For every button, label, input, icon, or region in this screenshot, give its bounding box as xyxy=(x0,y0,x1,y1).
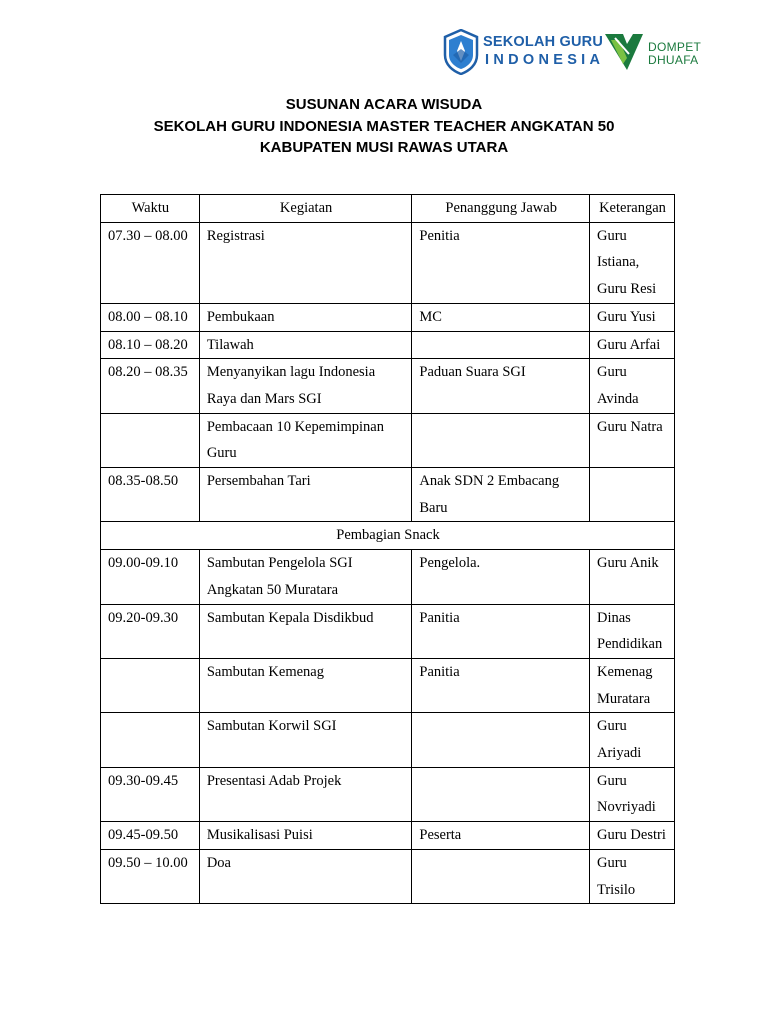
table-row xyxy=(101,331,675,359)
cell-keterangan: Guru Novriyadi xyxy=(590,767,675,821)
cell-kegiatan: Tilawah xyxy=(199,331,412,359)
table-row xyxy=(101,303,675,331)
cell-keterangan xyxy=(590,468,675,522)
title-line-3: KABUPATEN MUSI RAWAS UTARA xyxy=(259,139,509,156)
cell-waktu: 09.20-09.30 xyxy=(101,604,200,658)
table-header-row xyxy=(101,195,675,223)
dompet-dhuafa-line1: DOMPET xyxy=(648,40,702,54)
cell-waktu: 07.30 – 08.00 xyxy=(101,222,200,303)
header-logos xyxy=(440,26,715,78)
cell-keterangan: Guru Istiana, Guru Resi xyxy=(590,222,675,303)
cell-waktu: 09.30-09.45 xyxy=(101,767,200,821)
cell-keterangan: Dinas Pendidikan xyxy=(590,604,675,658)
cell-penanggung-jawab xyxy=(412,849,590,903)
cell-penanggung-jawab: Pengelola. xyxy=(412,550,590,604)
cell-kegiatan: Sambutan Kemenag xyxy=(199,658,412,712)
sgi-logo xyxy=(440,26,605,78)
table-row xyxy=(101,413,675,467)
table-row xyxy=(101,604,675,658)
cell-penanggung-jawab: Penitia xyxy=(412,222,590,303)
cell-penanggung-jawab xyxy=(412,413,590,467)
dompet-dhuafa-logo xyxy=(603,28,715,76)
cell-penanggung-jawab: Panitia xyxy=(412,604,590,658)
table-row xyxy=(101,222,675,303)
cell-waktu xyxy=(101,658,200,712)
header-penanggung-jawab: Penanggung Jawab xyxy=(412,195,590,223)
cell-waktu: 08.10 – 08.20 xyxy=(101,331,200,359)
cell-waktu xyxy=(101,413,200,467)
cell-waktu: 08.35-08.50 xyxy=(101,468,200,522)
agenda-table xyxy=(100,194,675,904)
cell-waktu: 09.00-09.10 xyxy=(101,550,200,604)
cell-penanggung-jawab xyxy=(412,331,590,359)
table-row xyxy=(101,359,675,413)
cell-keterangan: Guru Yusi xyxy=(590,303,675,331)
cell-keterangan: Guru Ariyadi xyxy=(590,713,675,767)
sgi-logo-line2: INDONESIA xyxy=(485,52,605,68)
cell-penanggung-jawab: Peserta xyxy=(412,822,590,850)
cell-penanggung-jawab xyxy=(412,767,590,821)
dompet-dhuafa-line2: DHUAFA xyxy=(648,53,699,67)
cell-kegiatan: Musikalisasi Puisi xyxy=(199,822,412,850)
cell-kegiatan: Persembahan Tari xyxy=(199,468,412,522)
cell-kegiatan: Pembukaan xyxy=(199,303,412,331)
cell-keterangan: Guru Anik xyxy=(590,550,675,604)
table-row xyxy=(101,822,675,850)
cell-penanggung-jawab: Paduan Suara SGI xyxy=(412,359,590,413)
cell-keterangan: Guru Natra xyxy=(590,413,675,467)
cell-keterangan: Guru Avinda xyxy=(590,359,675,413)
table-row xyxy=(101,713,675,767)
header-keterangan: Keterangan xyxy=(590,195,675,223)
table-row xyxy=(101,658,675,712)
cell-kegiatan: Pembacaan 10 Kepemimpinan Guru xyxy=(199,413,412,467)
cell-keterangan: Guru Trisilo xyxy=(590,849,675,903)
cell-keterangan: Kemenag Muratara xyxy=(590,658,675,712)
cell-snack-break: Pembagian Snack xyxy=(101,522,675,550)
cell-kegiatan: Sambutan Kepala Disdikbud xyxy=(199,604,412,658)
header-waktu: Waktu xyxy=(101,195,200,223)
cell-penanggung-jawab: Anak SDN 2 Embacang Baru xyxy=(412,468,590,522)
cell-keterangan: Guru Destri xyxy=(590,822,675,850)
cell-kegiatan: Sambutan Pengelola SGI Angkatan 50 Muratara xyxy=(199,550,412,604)
sgi-logo-line1: SEKOLAH GURU xyxy=(483,34,604,50)
sgi-shield-icon xyxy=(443,29,479,75)
table-row xyxy=(101,468,675,522)
document-title xyxy=(0,94,768,159)
cell-kegiatan: Sambutan Korwil SGI xyxy=(199,713,412,767)
title-line-2: SEKOLAH GURU INDONESIA MASTER TEACHER ANGKATAN 50 xyxy=(153,117,615,135)
table-row-break xyxy=(101,522,675,550)
cell-waktu: 08.00 – 08.10 xyxy=(101,303,200,331)
table-row xyxy=(101,849,675,903)
dompet-dhuafa-mark-icon xyxy=(603,30,645,74)
cell-waktu xyxy=(101,713,200,767)
cell-keterangan: Guru Arfai xyxy=(590,331,675,359)
table-row xyxy=(101,550,675,604)
cell-kegiatan: Menyanyikan lagu Indonesia Raya dan Mars SGI xyxy=(199,359,412,413)
header-kegiatan: Kegiatan xyxy=(199,195,412,223)
cell-penanggung-jawab: MC xyxy=(412,303,590,331)
table-row xyxy=(101,767,675,821)
cell-waktu: 09.45-09.50 xyxy=(101,822,200,850)
cell-kegiatan: Presentasi Adab Projek xyxy=(199,767,412,821)
cell-kegiatan: Registrasi xyxy=(199,222,412,303)
cell-kegiatan: Doa xyxy=(199,849,412,903)
cell-waktu: 09.50 – 10.00 xyxy=(101,849,200,903)
cell-penanggung-jawab: Panitia xyxy=(412,658,590,712)
cell-waktu: 08.20 – 08.35 xyxy=(101,359,200,413)
title-line-1: SUSUNAN ACARA WISUDA xyxy=(285,96,483,113)
cell-penanggung-jawab xyxy=(412,713,590,767)
